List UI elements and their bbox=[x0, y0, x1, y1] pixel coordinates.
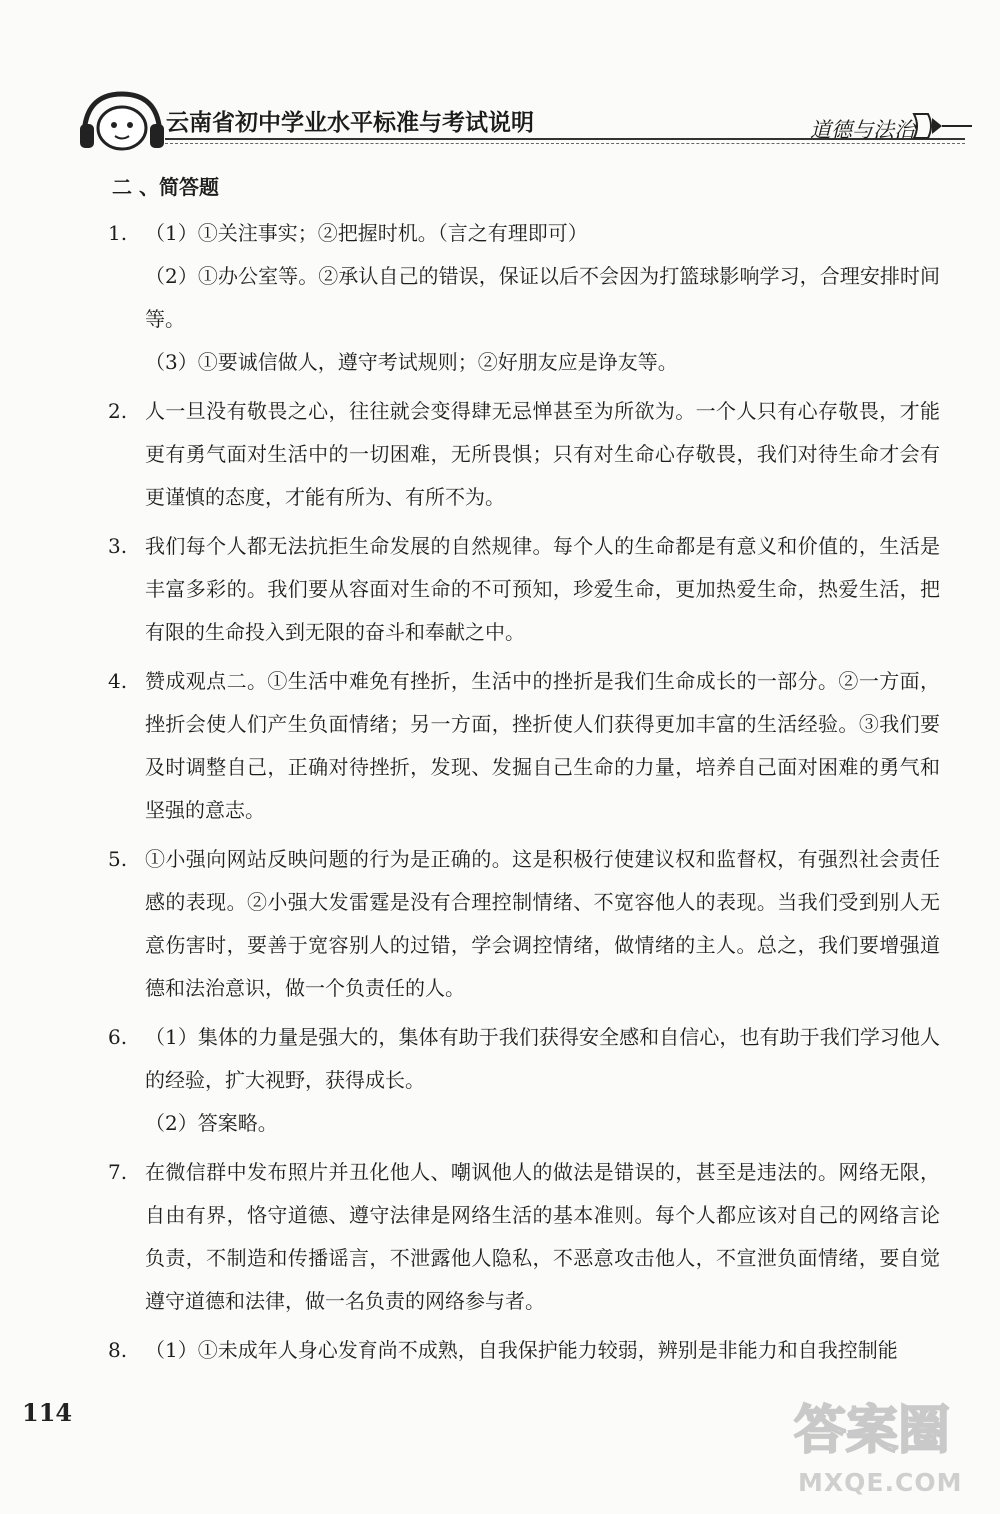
item-number: 7. bbox=[108, 1160, 128, 1184]
item-number: 5. bbox=[108, 847, 128, 871]
answer-item-3 bbox=[108, 525, 940, 654]
answer-text: ①小强向网站反映问题的行为是正确的。这是积极行使建议权和监督权，有强烈社会责任感的表现。②小强大发雷霆是没有合理控制情绪、不宽容他人的表现。当我们受到别人无意伤害时，要善于宽容别人的过错，学会调控情绪，做情绪的主人。总之，我们要增强道德和法治意识，做一个负责任的人。 bbox=[145, 847, 940, 1000]
item-number: 2. bbox=[108, 399, 128, 423]
answer-item-7 bbox=[108, 1151, 940, 1323]
answer-text: 我们每个人都无法抗拒生命发展的自然规律。每个人的生命都是有意义和价值的，生活是丰富多彩的。我们要从容面对生命的不可预知，珍爱生命，更加热爱生命，热爱生活，把有限的生命投入到无限的奋斗和奉献之中。 bbox=[145, 534, 940, 644]
running-header bbox=[70, 82, 975, 152]
answer-line: （1）集体的力量是强大的，集体有助于我们获得安全感和自信心，也有助于我们学习他人的经验，扩大视野，获得成长。 bbox=[145, 1025, 940, 1092]
answer-line: （2）①办公室等。②承认自己的错误，保证以后不会因为打篮球影响学习，合理安排时间等。 bbox=[145, 264, 940, 331]
answer-text: 人一旦没有敬畏之心，往往就会变得肆无忌惮甚至为所欲为。一个人只有心存敬畏，才能更有勇气面对生活中的一切困难，无所畏惧；只有对生命心存敬畏，我们对待生命才会有更谨慎的态度，才能有所为、有所不为。 bbox=[145, 399, 940, 509]
item-number: 3. bbox=[108, 534, 128, 558]
answer-item-2 bbox=[108, 390, 940, 519]
answer-item-4 bbox=[108, 660, 940, 832]
watermark-text: 答案圈 bbox=[794, 1401, 951, 1461]
answer-item-5 bbox=[108, 838, 940, 1010]
book-title: 云南省初中学业水平标准与考试说明 bbox=[166, 110, 534, 136]
answer-line: （2）答案略。 bbox=[145, 1111, 278, 1135]
subject-badge-icon bbox=[912, 110, 972, 142]
answer-line: （3）①要诚信做人，遵守考试规则；②好朋友应是诤友等。 bbox=[145, 350, 678, 374]
section-title: 二 、简答题 bbox=[112, 175, 219, 199]
answer-line: （1）①关注事实；②把握时机。（言之有理即可） bbox=[145, 221, 588, 245]
subject-title: 道德与法治 bbox=[810, 118, 915, 142]
answer-item-8 bbox=[108, 1329, 940, 1372]
item-number: 6. bbox=[108, 1025, 128, 1049]
watermark-url: MXQE.COM bbox=[798, 1468, 963, 1497]
answer-text: 在微信群中发布照片并丑化他人、嘲讽他人的做法是错误的，甚至是违法的。网络无限，自由有界，恪守道德、遵守法律是网络生活的基本准则。每个人都应该对自己的网络言论负责，不制造和传播谣言，不泄露他人隐私，不恶意攻击他人，不宣泄负面情绪，要自觉遵守道德和法律，做一名负责的网络参与者。 bbox=[145, 1160, 940, 1313]
answer-text: 赞成观点二。①生活中难免有挫折，生活中的挫折是我们生命成长的一部分。②一方面，挫折会使人们产生负面情绪；另一方面，挫折使人们获得更加丰富的生活经验。③我们要及时调整自己，正确对待挫折，发现、发掘自己生命的力量，培养自己面对困难的勇气和坚强的意志。 bbox=[145, 669, 940, 822]
headphone-mascot-icon bbox=[78, 88, 164, 152]
item-number: 1. bbox=[108, 221, 128, 245]
item-number: 4. bbox=[108, 669, 128, 693]
item-number: 8. bbox=[108, 1338, 128, 1362]
answer-item-1 bbox=[108, 212, 940, 384]
page-number: 114 bbox=[22, 1398, 73, 1427]
answer-content bbox=[108, 172, 940, 1372]
answer-item-6 bbox=[108, 1016, 940, 1145]
answer-line: （1）①未成年人身心发育尚不成熟，自我保护能力较弱，辨别是非能力和自我控制能 bbox=[145, 1338, 898, 1362]
